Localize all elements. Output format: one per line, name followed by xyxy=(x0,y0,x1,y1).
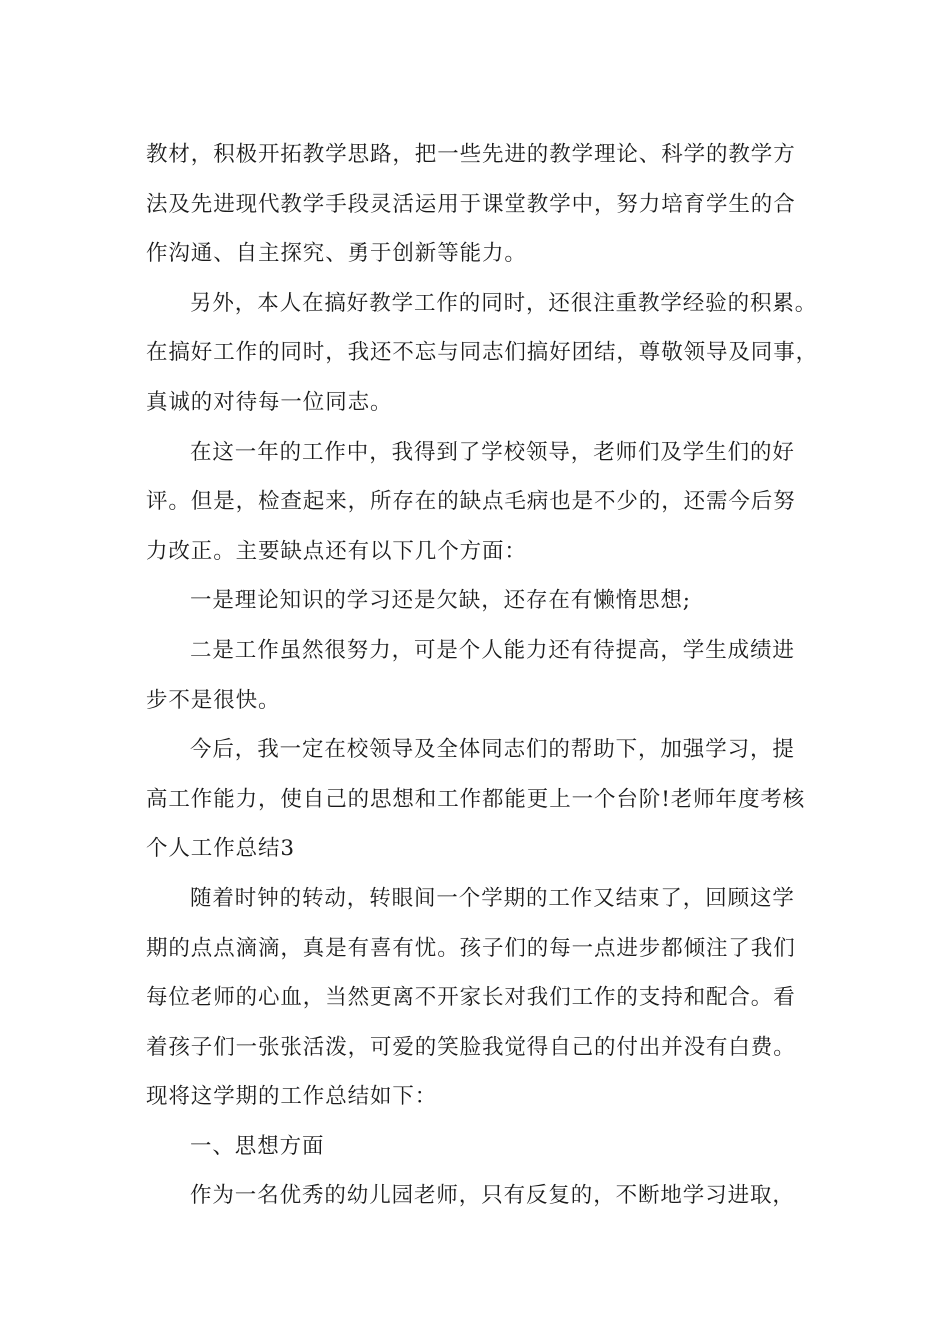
text-line: 随着时钟的转动，转眼间一个学期的工作又结束了，回顾这学 xyxy=(190,885,795,911)
text-line: 力改正。主要缺点还有以下几个方面： xyxy=(146,538,527,564)
document-body xyxy=(146,130,819,1221)
text-line: 在这一年的工作中，我得到了学校领导，老师们及学生们的好 xyxy=(190,439,795,465)
section-heading: 一、思想方面 xyxy=(190,1133,325,1159)
text-line: 一是理论知识的学习还是欠缺，还存在有懒惰思想; xyxy=(190,588,691,614)
text-line: 在搞好工作的同时，我还不忘与同志们搞好团结，尊敬领导及同事， xyxy=(146,340,819,366)
text-line: 作沟通、自主探究、勇于创新等能力。 xyxy=(146,241,527,267)
text-line: 高工作能力，使自己的思想和工作都能更上一个台阶!老师年度考核 xyxy=(146,786,806,812)
text-line: 教材，积极开拓教学思路，把一些先进的教学理论、科学的教学方 xyxy=(146,142,796,167)
text-line: 现将这学期的工作总结如下： xyxy=(146,1084,438,1110)
section-title: 个人工作总结3 xyxy=(146,836,295,862)
text-line: 作为一名优秀的幼儿园老师，只有反复的，不断地学习进取， xyxy=(190,1183,795,1209)
text-line: 另外，本人在搞好教学工作的同时，还很注重教学经验的积累。 xyxy=(190,290,818,316)
text-line: 步不是很快。 xyxy=(146,687,281,713)
text-line: 真诚的对待每一位同志。 xyxy=(146,389,393,415)
text-line: 着孩子们一张张活泼，可爱的笑脸我觉得自己的付出并没有白费。 xyxy=(146,1034,796,1060)
text-line: 法及先进现代教学手段灵活运用于课堂教学中，努力培育学生的合 xyxy=(146,191,796,217)
text-line: 评。但是，检查起来，所存在的缺点毛病也是不少的，还需今后努 xyxy=(146,489,796,515)
text-line: 期的点点滴滴，真是有喜有忧。孩子们的每一点进步都倾注了我们 xyxy=(146,935,796,961)
text-line: 今后，我一定在校领导及全体同志们的帮助下，加强学习，提 xyxy=(190,737,795,763)
text-line: 每位老师的心血，当然更离不开家长对我们工作的支持和配合。看 xyxy=(146,985,796,1011)
text-line: 二是工作虽然很努力，可是个人能力还有待提高，学生成绩进 xyxy=(190,637,795,663)
